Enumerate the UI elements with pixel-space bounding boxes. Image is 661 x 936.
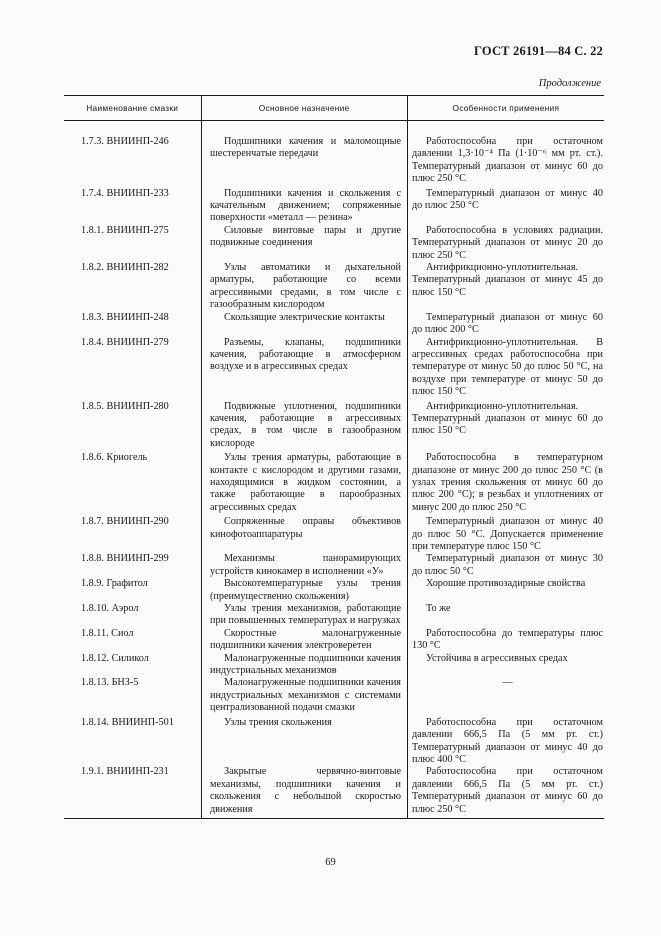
lubricant-purpose: Подвижные уплотнения, подшипники качения, работающие в агрессивных средах, в том числе в газообразном кислороде: [210, 400, 401, 449]
lubricant-features: Хорошие противозадирные свойства: [426, 578, 586, 590]
lubricant-features: Антифрикционно-уплотнительная. Температурный диапазон от минус 60 до плюс 150 °С: [412, 400, 603, 437]
lubricant-features: Работоспособна до температуры плюс 130 °С: [412, 627, 603, 652]
page-number: 69: [325, 857, 336, 868]
lubricant-name: 1.7.4. ВНИИНП-233: [81, 187, 169, 199]
lubricant-purpose: Механизмы панорамирующих устройств кинокамер в исполнении «У»: [210, 553, 401, 577]
lubricant-features: Работоспособна в температурном диапазоне от минус 200 до плюс 250 °С (в узлах трения скольжения от минус 60 до плюс 200 °С); в резьбах и уплотнениях от минус 200 до плюс 250 °С: [412, 452, 603, 513]
lubricant-features: Температурный диапазон от минус 30 до плюс 50 °С: [412, 553, 603, 577]
lubricant-purpose: Подшипники качения и скольжения с качательным движением; сопряженные поверхности «металл — резина»: [210, 187, 401, 224]
lubricant-purpose: Подшипники качения и маломощные шестеренчатые передачи: [210, 136, 401, 160]
lubricant-purpose: Узлы трения механизмов, работающие при повышенных температурах и нагрузках: [210, 603, 401, 627]
table-row: [64, 516, 604, 553]
table-row: [64, 677, 604, 714]
lubricant-purpose: Разъемы, клапаны, подшипники качения, работающие в атмосферном воздухе и в агрессивных средах: [210, 336, 401, 373]
lubricant-features: Работоспособна при остаточном давлении 666,5 Па (5 мм рт. ст.) Температурный диапазон от минус 40 до плюс 400 °С: [412, 716, 603, 765]
lubricant-name: 1.8.13. БНЗ-5: [81, 677, 139, 689]
lubricant-purpose: Сопряженные оправы объективов кинофотоаппаратуры: [210, 516, 401, 540]
lubricant-name: 1.8.9. Графитол: [81, 578, 148, 590]
lubricant-name: 1.8.6. Криогель: [81, 452, 148, 464]
lubricant-name: 1.8.14. ВНИИНП-501: [81, 716, 174, 728]
lubricant-purpose: Скользящие электрические контакты: [224, 311, 385, 323]
table-body: [64, 121, 604, 818]
lubricant-features: Антифрикционно-уплотнительная. Температурный диапазон от минус 45 до плюс 150 °С: [412, 262, 603, 298]
column-header-features: Особенности применения: [407, 96, 604, 120]
table-row: [64, 262, 604, 312]
lubricant-purpose: Узлы автоматики и дыхательной арматуры, работающие со всеми агрессивными средами, в том числе с газообразным кислородом: [210, 262, 401, 311]
table-row: [64, 603, 604, 628]
lubricant-name: 1.7.3. ВНИИНП-246: [81, 136, 169, 147]
lubricant-name: 1.8.1. ВНИИНП-275: [81, 224, 169, 236]
table-row: [64, 225, 604, 262]
lubricant-features: То же: [426, 603, 451, 615]
lubricant-purpose: Малонагруженные подшипники качения индустриальных механизмов: [210, 652, 401, 677]
lubricant-purpose: Силовые винтовые пары и другие подвижные соединения: [210, 224, 401, 249]
lubricant-features: Работоспособна при остаточном давлении 666,5 Па (5 мм рт. ст.) Температурный диапазон от минус 60 до плюс 250 °С: [412, 766, 603, 815]
column-header-purpose: Основное назначение: [201, 96, 407, 120]
lubricant-features: Температурный диапазон от минус 40 до плюс 50 °С. Допускается применение при температуре плюс 150 °С: [412, 516, 603, 552]
lubricant-name: 1.8.11. Сиол: [81, 627, 134, 639]
table-row: [64, 553, 604, 578]
lubricant-features: Работоспособна в условиях радиации. Температурный диапазон от минус 20 до плюс 250 °С: [412, 224, 603, 261]
lubricant-purpose: Узлы трения арматуры, работающие в контакте с кислородом и другими газами, находящимися в жидком состоянии, а также работающие в парообразных агрессивных средах: [210, 452, 401, 513]
table-row: [64, 452, 604, 514]
lubricant-features: Антифрикционно-уплотнительная. В агрессивных средах работоспособна при температуре от минус 50 до плюс 50 °С, на воздухе при температуре от минус 50 до плюс 150 °С: [412, 336, 603, 398]
lubricant-name: 1.8.12. Силикол: [81, 652, 149, 664]
lubricant-name: 1.8.10. Аэрол: [81, 603, 139, 615]
lubricant-purpose: Закрытые червячно-винтовые механизмы, подшипники качения и скольжения с небольшой скоростью движения: [210, 766, 401, 815]
table-row: [64, 578, 604, 603]
table-row: [64, 766, 604, 816]
lubricant-name: 1.9.1. ВНИИНП-231: [81, 766, 169, 778]
table-row: [64, 188, 604, 225]
lubricant-features: Устойчива в агрессивных средах: [426, 652, 568, 664]
lubricant-purpose: Малонагруженные подшипники качения индустриальных механизмов с системами централизованной подачи смазки: [210, 677, 401, 714]
lubricant-features: Температурный диапазон от минус 40 до плюс 250 °С: [412, 187, 603, 212]
lubricant-purpose: Высокотемпературные узлы трения (преимущественно скольжения): [210, 578, 401, 602]
lubricant-name: 1.8.4. ВНИИНП-279: [81, 336, 169, 348]
table-row: [64, 401, 604, 451]
lubricant-purpose: Узлы трения скольжения: [224, 716, 332, 728]
lubricant-name: 1.8.5. ВНИИНП-280: [81, 400, 169, 412]
table-row: [64, 136, 604, 186]
table-row: [64, 312, 604, 337]
lubricant-name: 1.8.3. ВНИИНП-248: [81, 311, 169, 323]
lubricant-purpose: Скоростные малонагруженные подшипники качения электроверетен: [210, 627, 401, 652]
table-row: [64, 337, 604, 399]
continued-label: Продолжение: [538, 78, 601, 89]
table-header: [64, 96, 604, 121]
lubricant-name: 1.8.8. ВНИИНП-299: [81, 553, 169, 565]
column-header-name: Наименование смазки: [86, 102, 179, 113]
lubricant-features: —: [502, 677, 513, 689]
table-row: [64, 628, 604, 653]
lubricants-table: [64, 95, 604, 819]
table-row: [64, 653, 604, 678]
lubricant-features: Температурный диапазон от минус 60 до плюс 200 °С: [412, 311, 603, 336]
lubricant-features: Работоспособна при остаточном давлении 1,3·10⁻⁴ Па (1·10⁻⁶ мм рт. ст.). Температурный диапазон от минус 60 до плюс 250 °С: [412, 136, 603, 185]
table-row: [64, 717, 604, 767]
lubricant-name: 1.8.7. ВНИИНП-290: [81, 516, 169, 528]
document-header: ГОСТ 26191—84 С. 22: [474, 44, 603, 58]
lubricant-name: 1.8.2. ВНИИНП-282: [81, 262, 169, 274]
